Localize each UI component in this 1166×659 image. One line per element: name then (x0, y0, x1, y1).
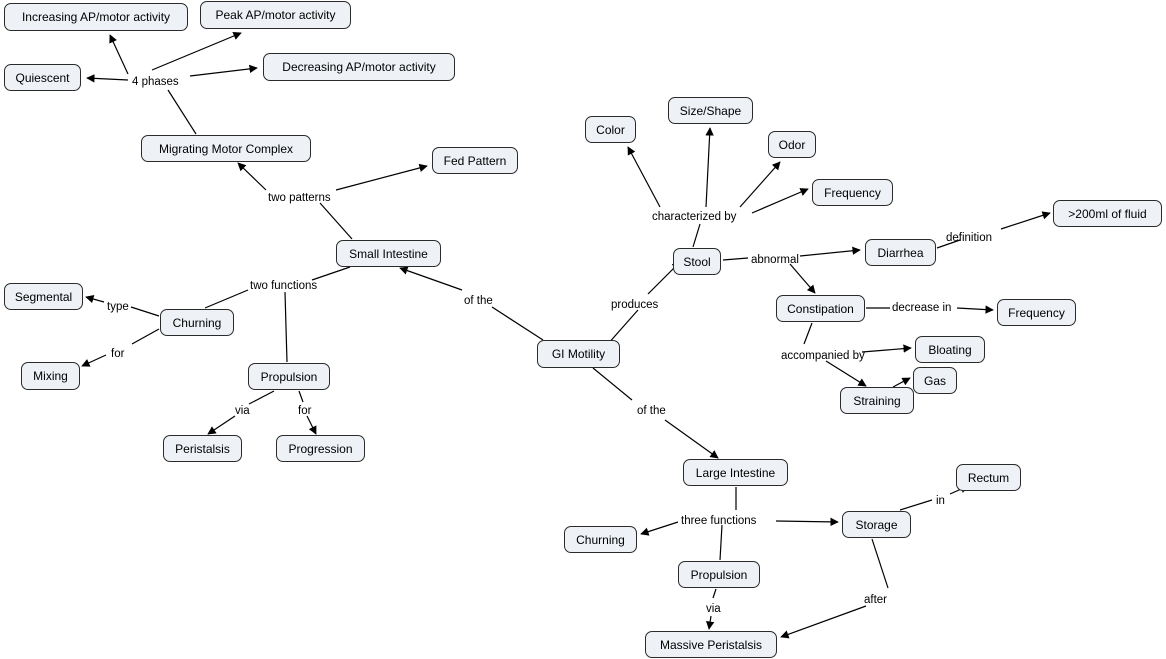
node-churning-large[interactable] (564, 526, 637, 553)
edge-churning-mixing (132, 329, 159, 344)
node-frequency-stool[interactable] (812, 179, 893, 206)
node-label: Increasing AP/motor activity (21, 10, 171, 24)
node-gi-motility[interactable] (537, 340, 620, 368)
edge-propulsion-via (713, 589, 716, 598)
node-migrating-motor-complex[interactable] (141, 135, 311, 162)
node-label: Segmental (14, 289, 73, 304)
edge-abnormal-diarrhea (800, 250, 860, 256)
node-label: Small Intestine (349, 246, 428, 261)
edge-label-4-phases: 4 phases (132, 76, 179, 88)
node-frequency-constipation[interactable] (997, 299, 1076, 326)
node-label: Frequency (1008, 305, 1065, 320)
edge-threefunctions-storage (776, 521, 838, 522)
edge-abnormal-constipation (790, 264, 815, 293)
edge-accompaniedby-bloating (862, 348, 911, 352)
edge-accompaniedby-straining (826, 361, 866, 386)
node-large-intestine[interactable] (683, 459, 788, 486)
edge-label-via-peristalsis: via (235, 405, 250, 417)
node-label: Fed Pattern (443, 153, 507, 168)
edge-label-of-the-large: of the (637, 405, 666, 417)
edge-definition-fluid (1001, 213, 1050, 229)
node-label: Storage (855, 517, 898, 532)
edge-stool-characterizedby (693, 224, 700, 247)
edge-twofunctions-propulsion (285, 292, 287, 362)
node-gas[interactable] (913, 367, 957, 394)
node-label: Decreasing AP/motor activity (282, 60, 436, 74)
node-label: Migrating Motor Complex (158, 141, 294, 156)
node-progression[interactable] (276, 435, 365, 462)
edge-label-three-functions: three functions (681, 515, 757, 527)
edge-label-for-progression: for (298, 405, 312, 417)
edge-label-of-the-small: of the (464, 295, 493, 307)
node-color[interactable] (585, 116, 636, 143)
edge-smallintestine-twofunctions (312, 267, 350, 280)
edge-label-abnormal: abnormal (751, 254, 799, 266)
edge-characterizedby-sizeshape (706, 128, 710, 207)
edge-gimotility-largeintestine (593, 368, 632, 400)
node-label: Size/Shape (679, 103, 742, 118)
node-straining[interactable] (840, 387, 914, 414)
edge-mixing-arrow (82, 355, 106, 366)
node-small-intestine[interactable] (336, 240, 441, 267)
node-peak-ap[interactable] (200, 1, 351, 29)
edge-stool-abnormal (723, 258, 748, 260)
edge-characterizedby-color (628, 147, 660, 207)
node-label: Churning (172, 315, 222, 330)
edge-mmc-phases (168, 90, 196, 134)
edge-label-definition: definition (946, 232, 993, 244)
node-odor[interactable] (768, 131, 816, 158)
edge-label-decrease-in: decrease in (892, 302, 952, 314)
node-peristalsis[interactable] (163, 435, 242, 462)
node-diarrhea[interactable] (865, 239, 936, 266)
edge-after-massive (781, 606, 866, 637)
edge-label-two-patterns: two patterns (268, 192, 331, 204)
node-label: Peristalsis (175, 441, 230, 456)
node-label: Straining (853, 393, 901, 408)
edge-decreasein-frequency (957, 308, 993, 310)
edge-label-type: type (107, 301, 129, 313)
node-label: Large Intestine (695, 465, 776, 480)
node-label: Mixing (33, 369, 68, 383)
edge-gimotility-smallintestine (492, 307, 543, 340)
node-increasing-ap[interactable] (4, 3, 188, 31)
edge-characterizedby-frequency (752, 189, 808, 213)
edge-twofunctions-churning (205, 290, 248, 308)
node-mixing[interactable] (21, 362, 80, 390)
edge-label-produces: produces (611, 299, 659, 311)
node-label: Quiescent (15, 70, 70, 85)
node-rectum[interactable] (956, 464, 1021, 491)
edge-constipation-accompaniedby (804, 323, 812, 344)
node-propulsion-small[interactable] (248, 363, 330, 390)
edge-segmental-arrow (86, 297, 104, 302)
node-label: Bloating (928, 342, 972, 357)
edge-characterizedby-odor (740, 162, 780, 207)
node-label: Constipation (787, 301, 854, 316)
node-constipation[interactable] (776, 295, 865, 322)
edge-smallintestine-twopatterns (320, 203, 352, 239)
edge-peristalsis-arrow (208, 416, 235, 434)
edge-twopatterns-fed (336, 166, 427, 190)
node-massive-peristalsis[interactable] (645, 631, 777, 658)
node-label: Churning (576, 532, 625, 547)
edge-label-via-massive: via (706, 603, 721, 615)
edge-phases-decreasing (190, 68, 257, 76)
node-label: >200ml of fluid (1068, 206, 1147, 221)
node-label: Rectum (967, 470, 1010, 485)
node-bloating[interactable] (915, 336, 985, 363)
node-churning-small[interactable] (160, 309, 234, 336)
node-decreasing-ap[interactable] (263, 53, 455, 81)
node-label: Color (596, 122, 625, 137)
edge-twopatterns-mmc (238, 163, 266, 190)
edge-label-after: after (864, 594, 888, 606)
node-label: Gas (923, 373, 946, 388)
edge-label-in-rectum: in (936, 495, 945, 507)
node-label: Massive Peristalsis (659, 637, 763, 652)
node-propulsion-large[interactable] (678, 561, 760, 588)
node-label: Propulsion (690, 567, 748, 582)
edge-churning-segmental (131, 307, 159, 316)
node-label: Peak AP/motor activity (215, 8, 336, 22)
node-stool[interactable] (673, 248, 721, 275)
edge-threefunctions-churning (641, 522, 678, 534)
edge-storage-after (872, 539, 888, 588)
edge-largeintestine-propulsion (720, 525, 722, 560)
edge-propulsion-peristalsis (249, 391, 274, 404)
node-fed-pattern[interactable] (432, 147, 518, 174)
edge-label-accompanied-by: accompanied by (781, 350, 865, 362)
edge-phases-peak (152, 33, 241, 70)
node-storage[interactable] (842, 511, 911, 538)
node-label: Propulsion (260, 369, 318, 384)
edge-progression-arrow (307, 416, 316, 434)
node-fluid-200ml[interactable] (1053, 200, 1162, 227)
edge-phases-quiescent (87, 78, 128, 80)
edge-storage-in (900, 500, 932, 510)
edge-label-characterized-by: characterized by (652, 211, 737, 223)
node-size-shape[interactable] (668, 97, 753, 124)
node-label: Odor (778, 137, 806, 152)
edge-label-two-functions: two functions (250, 280, 318, 292)
node-label: Diarrhea (877, 245, 924, 260)
edge-ofthe-smallintestine-arrow (400, 268, 462, 290)
edge-via-massive (709, 616, 711, 629)
node-label: GI Motility (551, 347, 606, 361)
edge-phases-increasing (110, 35, 128, 74)
node-label: Frequency (824, 185, 881, 200)
node-label: Stool (683, 254, 711, 269)
node-segmental[interactable] (4, 283, 83, 310)
edge-ofthe-largeintestine-arrow (665, 420, 718, 458)
node-quiescent[interactable] (4, 64, 81, 91)
edge-straining-gas (893, 378, 910, 387)
edge-label-for-mixing: for (111, 348, 125, 360)
edge-propulsion-progression (299, 391, 303, 402)
node-label: Progression (288, 441, 353, 456)
